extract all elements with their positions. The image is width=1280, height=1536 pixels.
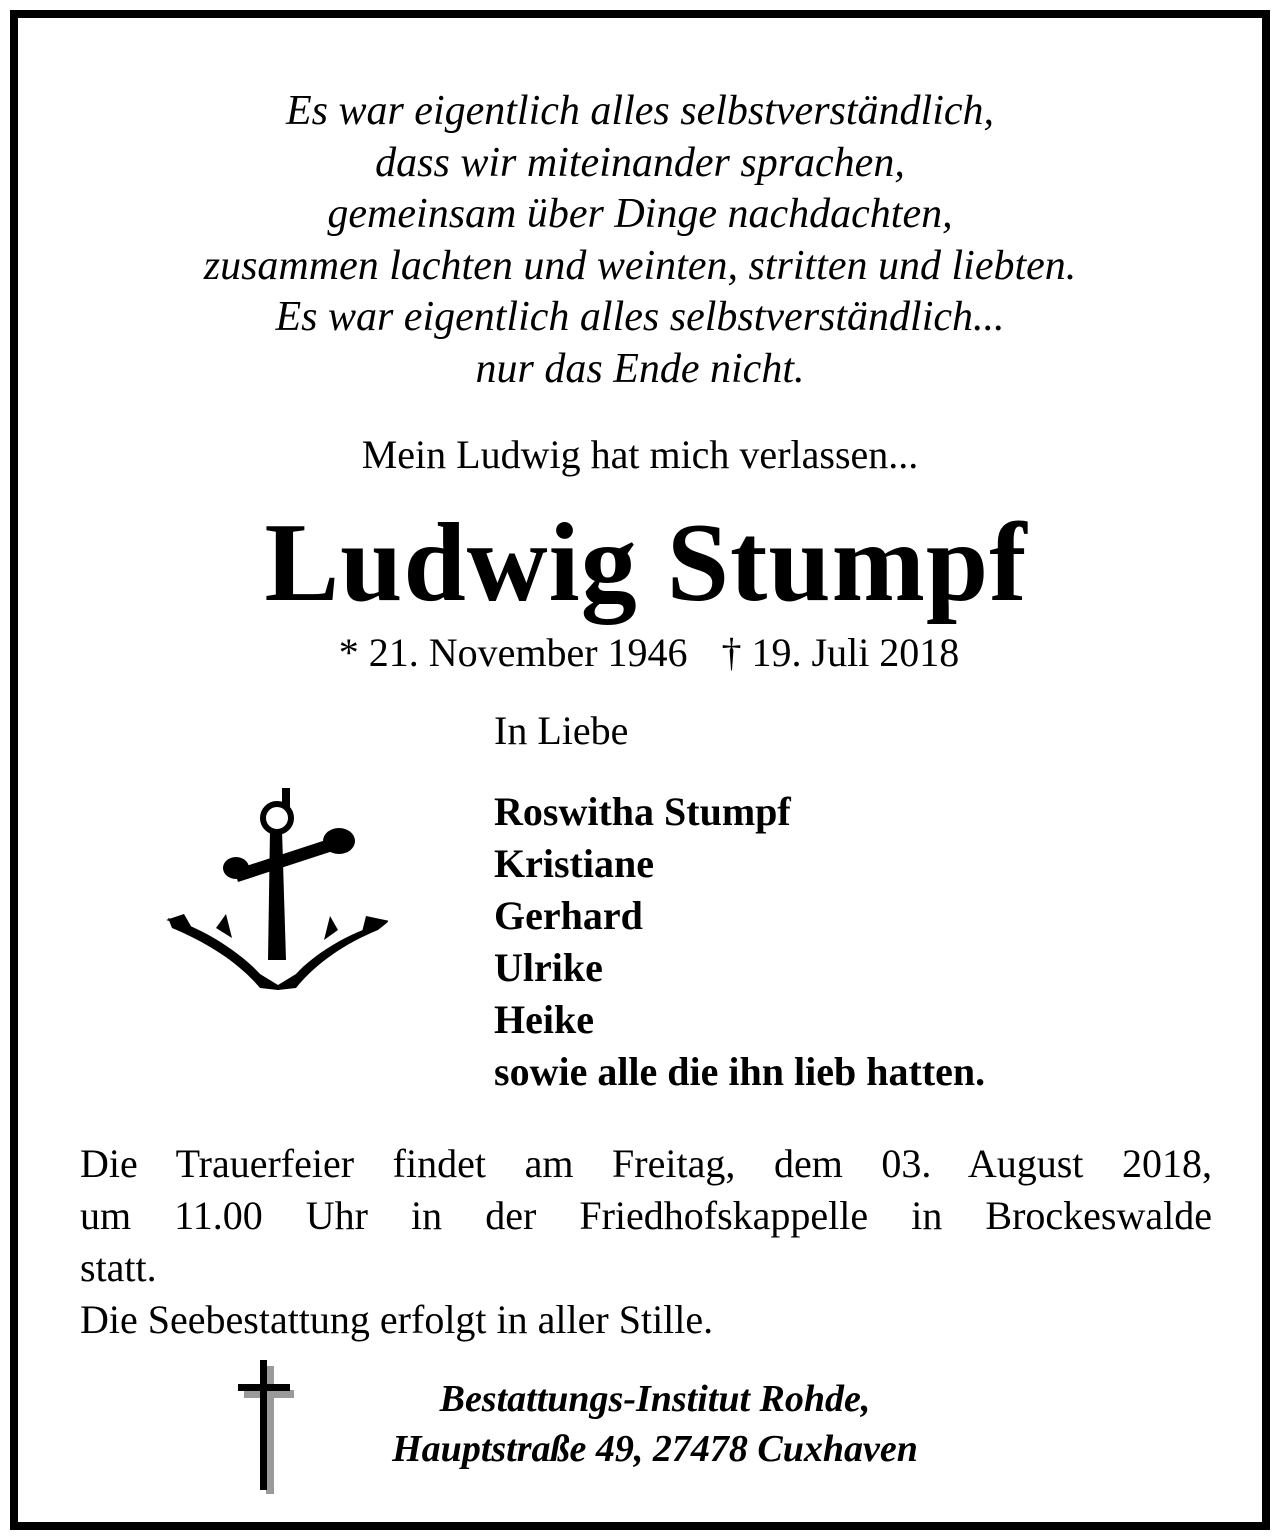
intro-text: Mein Ludwig hat mich verlassen... [361, 432, 919, 477]
poem-line: Es war eigentlich alles selbstverständlich, [285, 88, 995, 134]
funeral-home [330, 1374, 980, 1474]
birth-date: * 21. November 1946 [338, 630, 688, 675]
funeral-home-address: Hauptstraße 49, 27478 Cuxhaven [392, 1428, 918, 1470]
mourner-name: Ulrike [494, 945, 603, 990]
anchor-icon [156, 778, 388, 990]
obituary-notice [10, 10, 1270, 1530]
poem-line: nur das Ende nicht. [475, 345, 805, 392]
funeral-home-name: Bestattungs-Institut Rohde, [439, 1378, 871, 1420]
mourner-name: Kristiane [494, 841, 654, 886]
poem [18, 86, 1262, 395]
cross-icon [230, 1358, 294, 1498]
mourner-name: Roswitha Stumpf [494, 789, 791, 834]
mourner-name: sowie alle die ihn lieb hatten. [494, 1049, 986, 1094]
notice-line: statt. [80, 1245, 157, 1290]
poem-line: zusammen lachten und weinten, stritten und liebten. [203, 242, 1077, 289]
mourners-list [494, 786, 985, 1098]
notice-line: Die Trauerfeier findet am Freitag, dem 03. August 2018, [80, 1141, 1212, 1186]
notice-line: Die Seebestattung erfolgt in aller Stille. [80, 1297, 714, 1342]
mourner-name: Gerhard [494, 893, 643, 938]
death-date: † 19. Juli 2018 [721, 630, 960, 675]
mourners-heading: In Liebe [494, 708, 629, 753]
notice-line: um 11.00 Uhr in der Friedhofskappelle in Brockeswalde [80, 1193, 1212, 1238]
life-dates [18, 628, 1280, 678]
mourner-name: Heike [494, 997, 594, 1042]
poem-line: dass wir miteinander sprachen, [375, 139, 905, 186]
poem-line: Es war eigentlich alles selbstverständlich... [275, 294, 1005, 340]
service-notice [80, 1138, 1212, 1346]
poem-line: gemeinsam über Dinge nachdachten, [327, 191, 953, 237]
deceased-name: Ludwig Stumpf [264, 501, 1028, 625]
